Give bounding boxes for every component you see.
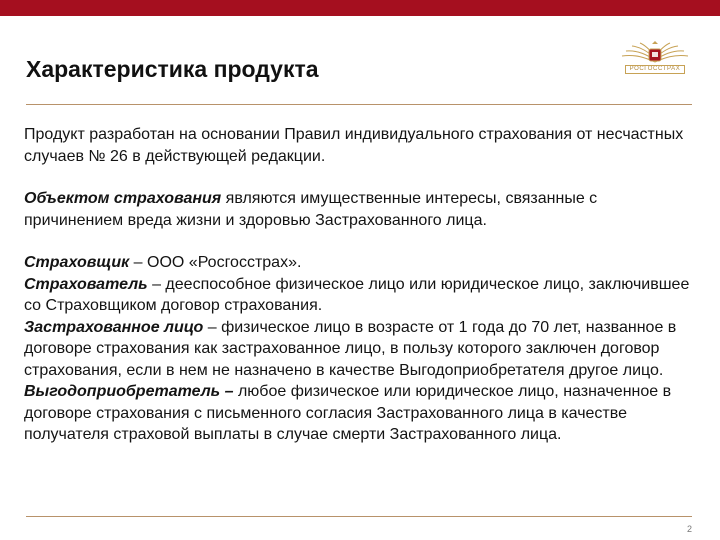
logo-wordmark: РОСГОССТРАХ — [625, 65, 685, 74]
page-number: 2 — [686, 524, 692, 534]
definition-text: – физическое лицо в возрасте от 1 года до 70 лет, названное в договоре страхования как застрахованное лицо, в пользу которого заключен договор страхования, если в нем не назначено в качестве Выгодоприобретателя другое лицо. — [24, 318, 677, 379]
term-beneficiary: Выгодоприобретатель – — [24, 383, 234, 400]
definition-beneficiary — [24, 381, 696, 446]
intro-paragraph: Продукт разработан на основании Правил индивидуального страхования от несчастных случаев № 26 в действующей редакции. — [24, 126, 684, 165]
slide-title: Характеристика продукта — [26, 56, 319, 82]
paragraph-spacer — [24, 167, 696, 188]
term-policyholder: Страхователь — [24, 275, 148, 293]
term-object: Объектом страхования — [24, 190, 222, 207]
definition-text: любое физическое или юридическое лицо, назначенное в договоре страхования с письменного согласия Застрахованного лица в качестве получателя страховой выплаты в случае смерти Застрахованного лица. — [24, 383, 672, 443]
object-paragraph — [24, 188, 696, 231]
definition-policyholder — [24, 274, 696, 317]
definition-text: – ООО «Росгосстрах». — [129, 254, 302, 271]
definition-insurer — [24, 252, 696, 274]
object-description: являются имущественные интересы, связанные с причинением вреда жизни и здоровью Застрахованного лица. — [24, 190, 598, 229]
term-insured-person: Застрахованное лицо — [24, 318, 204, 336]
header-divider — [26, 104, 692, 105]
paragraph-spacer — [24, 231, 696, 252]
term-insurer: Страховщик — [24, 254, 130, 271]
rosgosstrakh-logo — [616, 40, 694, 80]
eagle-emblem-icon — [616, 40, 694, 80]
slide-body — [24, 124, 696, 446]
definition-text: – дееспособное физическое лицо или юридическое лицо, заключившее со Страховщиком договор страхования. — [24, 275, 690, 314]
top-accent-bar — [0, 0, 720, 16]
definition-insured-person — [24, 317, 696, 382]
footer-divider — [26, 516, 692, 517]
